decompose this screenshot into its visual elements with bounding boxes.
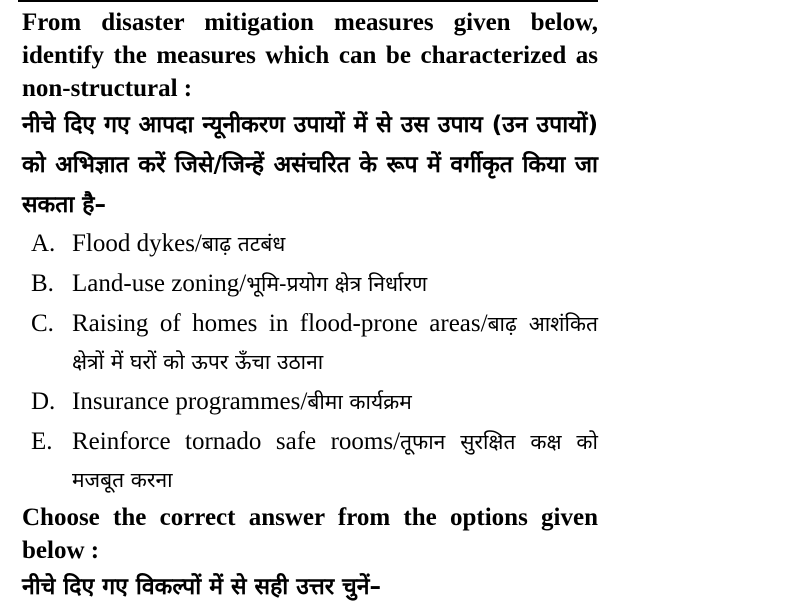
instruction-text-english: Choose the correct answer from the options given below : <box>22 504 598 564</box>
option-text-hindi: तूफान सुरक्षित कक्ष को मजबूत करना <box>72 430 598 492</box>
option-text-english: Land-use zoning/ <box>72 270 247 297</box>
option-text <box>72 383 598 421</box>
option-text-english: Insurance programmes/ <box>72 388 308 415</box>
question-text-hindi: नीचे दिए गए आपदा न्यूनीकरण उपायों में से उस उपाय (उन उपायों) को अभिज्ञात करें जिसे/जिन्हें असंचरित के रूप में वर्गीकृत किया जा सकता है– <box>22 112 598 218</box>
option-letter: A. <box>31 230 56 257</box>
options-list <box>22 225 598 499</box>
option-letter: B. <box>31 270 54 297</box>
option-b <box>22 265 598 303</box>
option-c <box>22 305 598 381</box>
option-text-hindi: भूमि-प्रयोग क्षेत्र निर्धारण <box>246 272 428 296</box>
instruction-block <box>22 501 598 607</box>
question-text-english: From disaster mitigation measures given below, identify the measures which can be characterized as non-structural : <box>22 9 598 102</box>
option-letter: D. <box>31 388 56 415</box>
option-text <box>72 423 598 499</box>
option-a <box>22 225 598 263</box>
option-text-english: Reinforce tornado safe rooms/ <box>72 428 401 455</box>
option-letter: C. <box>31 310 54 337</box>
option-text-hindi: बाढ़ तटबंध <box>201 232 286 256</box>
option-text <box>72 225 598 263</box>
option-text-hindi: बीमा कार्यक्रम <box>307 390 412 414</box>
option-text-english: Flood dykes/ <box>72 230 202 257</box>
option-text <box>72 265 598 303</box>
option-letter: E. <box>31 428 53 455</box>
question-block <box>22 6 598 607</box>
option-text <box>72 305 598 381</box>
instruction-text-hindi: नीचे दिए गए विकल्पों में से सही उत्तर चुनें– <box>22 574 382 600</box>
option-e <box>22 423 598 499</box>
option-d <box>22 383 598 421</box>
option-text-english: Raising of homes in flood-prone areas/ <box>72 310 488 337</box>
top-rule <box>18 0 598 2</box>
option-text-hindi: बाढ़ आशंकित क्षेत्रों में घरों को ऊपर ऊँचा उठाना <box>72 312 598 374</box>
